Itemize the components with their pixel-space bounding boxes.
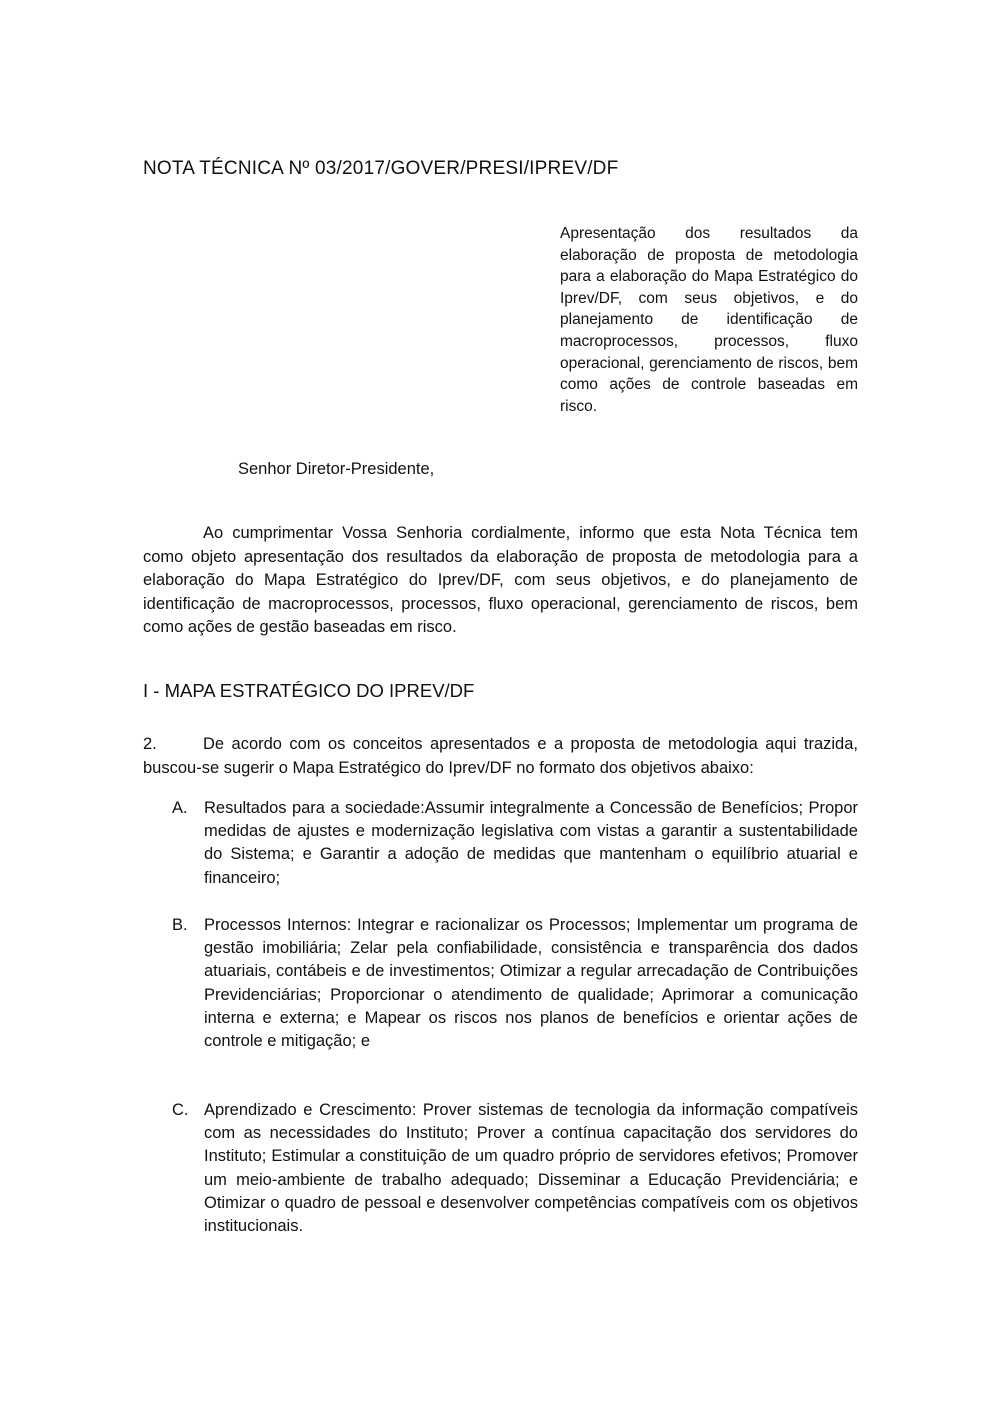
objective-text: Aprendizado e Crescimento: Prover sistemas de tecnologia da informação compatíveis com as necessidades do Instituto; Prover a contínua capacitação dos servidores do Instituto; Estimular a constituição de um quadro próprio de servidores efetivos; Promover um meio-ambiente de trabalho adequado; Disseminar a Educação Previdenciária; e Otimizar o quadro de pessoal e desenvolver competências compatíveis com os objetivos institucionais. bbox=[204, 1101, 858, 1236]
paragraph-2-text: De acordo com os conceitos apresentados e a proposta de metodologia aqui trazida, buscou-se sugerir o Mapa Estratégico do Iprev/DF no formato dos objetivos abaixo: bbox=[143, 735, 858, 777]
objective-text: Resultados para a sociedade:Assumir integralmente a Concessão de Benefícios; Propor medidas de ajustes e modernização legislativa com vistas a garantir a sustentabilidade do Sistema; e Garantir a adoção de medidas que mantenham o equilíbrio atuarial e financeiro; bbox=[204, 799, 858, 887]
paragraph-number: 2. bbox=[143, 735, 157, 753]
objective-letter: B. bbox=[172, 916, 188, 934]
document-ementa: Apresentação dos resultados da elaboração de proposta de metodologia para a elaboração do Mapa Estratégico do Iprev/DF, com seus objetivos, e do planejamento de identificação de macroprocessos, processos, fluxo operacional, gerenciamento de riscos, bem como ações de controle baseadas em risco. bbox=[560, 225, 858, 415]
objective-item-a bbox=[172, 797, 858, 890]
objective-item-c bbox=[172, 1099, 858, 1238]
salutation: Senhor Diretor-Presidente, bbox=[238, 460, 435, 478]
objective-item-b bbox=[172, 914, 858, 1053]
intro-paragraph: Ao cumprimentar Vossa Senhoria cordialmente, informo que esta Nota Técnica tem como objeto apresentação dos resultados da elaboração de proposta de metodologia para a elaboração do Mapa Estratégico do Iprev/DF, com seus objetivos, e do planejamento de identificação de macroprocessos, processos, fluxo operacional, gerenciamento de riscos, bem como ações de gestão baseadas em risco. bbox=[143, 524, 858, 636]
section-heading: I - MAPA ESTRATÉGICO DO IPREV/DF bbox=[143, 680, 475, 701]
objective-text: Processos Internos: Integrar e racionalizar os Processos; Implementar um programa de gestão imobiliária; Zelar pela confiabilidade, consistência e transparência dos dados atuariais, contábeis e de investimentos; Otimizar a regular arrecadação de Contribuições Previdenciárias; Proporcionar o atendimento de qualidade; Aprimorar a comunicação interna e externa; e Mapear os riscos nos planos de benefícios e orientar ações de controle e mitigação; e bbox=[204, 916, 858, 1051]
paragraph-2 bbox=[143, 733, 858, 780]
objective-letter: A. bbox=[172, 799, 188, 817]
document-title: NOTA TÉCNICA Nº 03/2017/GOVER/PRESI/IPREV/DF bbox=[143, 158, 619, 179]
objective-letter: C. bbox=[172, 1101, 189, 1119]
